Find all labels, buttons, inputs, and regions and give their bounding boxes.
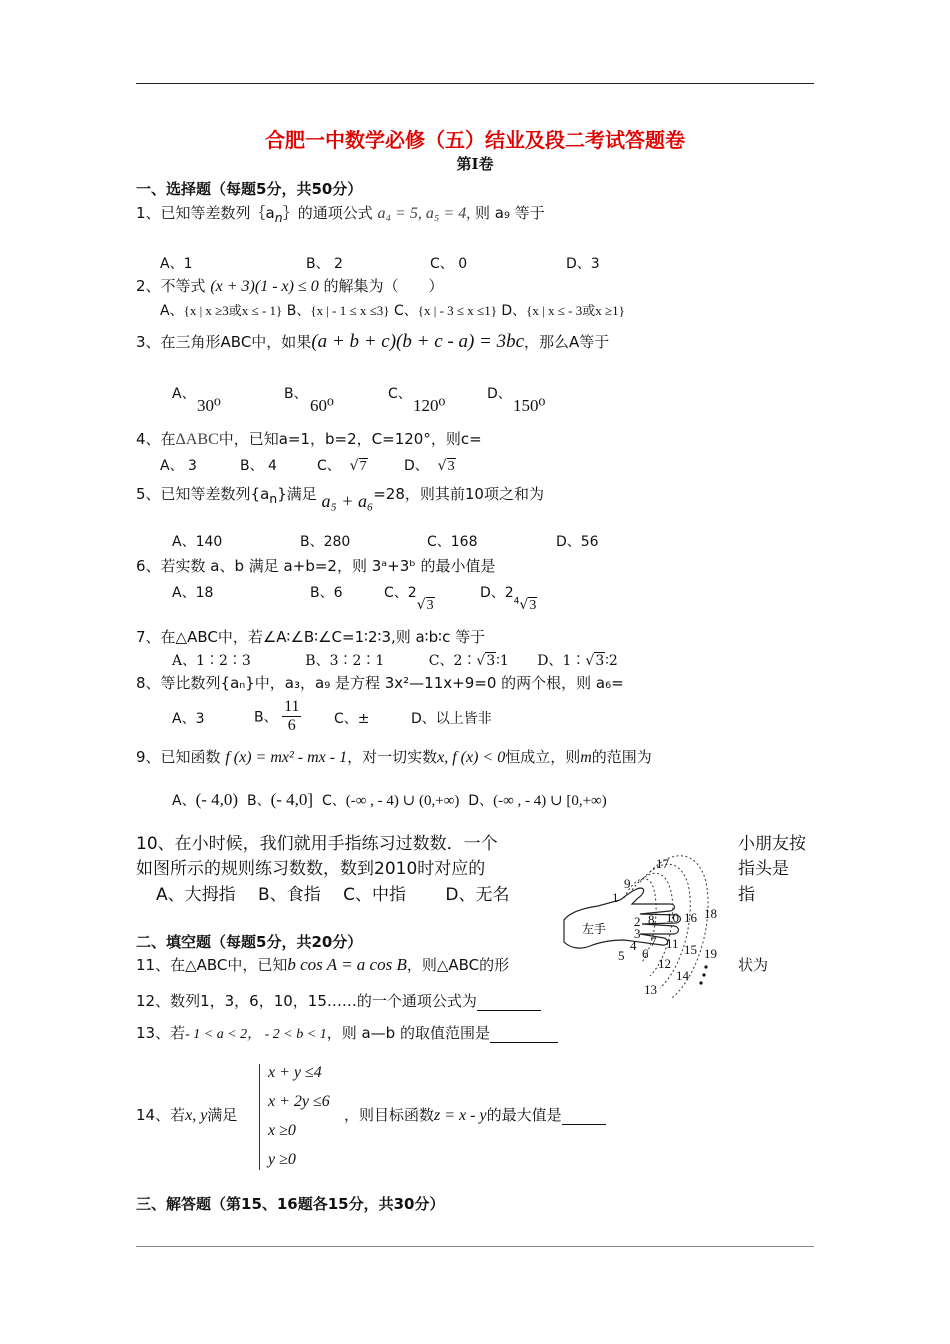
count-15: 15 (684, 942, 697, 957)
q3-option-d: 150⁰ (513, 396, 546, 415)
q3-option-a-label: A、 (172, 386, 196, 402)
question-3: 3、在三角形ABC中，如果(a + b + c)(b + c - a) = 3bc，那么A等于 (136, 331, 610, 352)
q9-formula: f (x) = mx² - mx - 1 (225, 749, 348, 766)
q1-option-a: A、1 (160, 256, 193, 272)
q4-option-b: B、 4 (240, 458, 277, 474)
q5-option-a: A、140 (172, 534, 223, 550)
section-fill: 二、填空题（每题5分，共20分） (136, 933, 363, 951)
count-3: 3 (634, 926, 641, 941)
q1-formula: a₄ = 5, a₅ = 4, (377, 205, 471, 222)
system-brace (259, 1064, 268, 1170)
count-13: 13 (644, 982, 657, 997)
q3-option-c: 120⁰ (413, 396, 446, 415)
count-9: 9 (624, 876, 631, 891)
question-8: 8、等比数列{aₙ}中，a₃，a₉ 是方程 3x²—11x+9=0 的两个根，则 a₆= (136, 674, 624, 692)
count-6: 6 (642, 946, 649, 961)
continuation-dots (699, 965, 707, 984)
constraint-1: x + y ≤4 (268, 1064, 322, 1081)
question-14-objective: ，则目标函数z = x - y的最大值是 (344, 1104, 606, 1125)
count-4: 4 (630, 938, 637, 953)
section-solve: 三、解答题（第15、16题各15分，共30分） (136, 1195, 445, 1213)
count-8: 8 (648, 912, 655, 927)
q1-option-b: B、 2 (306, 256, 343, 272)
q5-option-b: B、280 (300, 534, 351, 550)
q5-option-c: C、168 (427, 534, 478, 550)
top-rule (136, 83, 814, 84)
constraint-2: x + 2y ≤6 (268, 1093, 330, 1110)
q13-answer-blank[interactable] (490, 1024, 558, 1043)
q2-formula: (x + 3)(1 - x) ≤ 0 (210, 278, 319, 295)
question-6: 6、若实数 a、b 满足 a+b=2，则 3ᵃ+3ᵇ 的最小值是 (136, 557, 496, 575)
question-7: 7、在△ABC中，若∠A∶∠B∶∠C=1∶2∶3,则 a∶b∶c 等于 (136, 628, 486, 646)
count-19: 19 (704, 946, 717, 961)
q4-option-c: C、 √7 (317, 458, 367, 474)
q7-options: A、1∶2∶3 B、3∶2∶1 C、2∶√3∶1 D、1∶√3∶2 (172, 653, 618, 669)
q12-answer-blank[interactable] (477, 992, 541, 1011)
question-11: 11、在△ABC中，已知b cos A = a cos B，则△ABC的形 (136, 955, 510, 974)
count-10: 10 (666, 910, 679, 925)
q3-option-c-label: C、 (388, 386, 412, 402)
count-14: 14 (676, 968, 689, 983)
q6-option-d: D、$2^4√3$ (480, 585, 537, 613)
question-2: 2、不等式 (x + 3)(1 - x) ≤ 0 的解集为（ ） (136, 277, 444, 295)
bottom-rule (136, 1246, 814, 1247)
question-10-line3-right: 指 (738, 885, 755, 905)
question-4: 4、在ΔABC中，已知a=1，b=2，C=120°，则c= (136, 430, 482, 448)
count-2: 2 (634, 914, 641, 929)
constraint-3: x ≥0 (268, 1122, 296, 1139)
question-5: 5、已知等差数列$\{a_n\}$满足 a₅ + a₆=28，则其前10项之和为 (136, 485, 544, 511)
q1-option-c: C、 0 (430, 256, 468, 272)
question-10-line3: A、大拇指 B、食指 C、中指 D、无名 (156, 885, 510, 905)
q8-option-d: D、以上皆非 (411, 711, 492, 727)
section-choice: 一、选择题（每题5分，共50分） (136, 180, 363, 198)
count-5: 5 (618, 948, 625, 963)
constraint-4: y ≥0 (268, 1151, 296, 1168)
q3-option-a: 30⁰ (197, 396, 221, 415)
page-subtitle: 第Ⅰ卷 (456, 155, 494, 173)
count-7: 7 (650, 934, 657, 949)
q4-option-a: A、 3 (160, 458, 197, 474)
count-17: 17 (656, 856, 669, 871)
q4-option-d: D、 √3 (404, 458, 455, 474)
q6-option-c: C、2√3 (384, 585, 434, 613)
q3-option-b-label: B、 (284, 386, 308, 402)
q3-option-b: 60⁰ (310, 396, 334, 415)
q11-formula: b cos A = a cos B (287, 955, 407, 974)
q8-option-c: C、± (334, 711, 370, 727)
count-11: 11 (666, 936, 679, 951)
count-1: 1 (612, 890, 619, 905)
q6-option-a: A、18 (172, 585, 214, 601)
finger-counting-figure (560, 842, 730, 1002)
question-10-line2-right: 指头是 (738, 859, 789, 879)
question-13: 13、若- 1 < a < 2， - 2 < b < 1，则 a—b 的取值范围是 (136, 1022, 558, 1043)
question-9: 9、已知函数 f (x) = mx² - mx - 1，对一切实数x, f (x) < 0恒成立，则m的范围为 (136, 748, 652, 766)
q4-formula: ΔABC (175, 431, 219, 448)
q8-option-b: B、 $\frac{11}{6}$ (254, 698, 300, 734)
question-10-line2: 如图所示的规则练习数数，数到2010时对应的 (136, 859, 486, 879)
q6-option-b: B、6 (310, 585, 343, 601)
hand-outline (564, 888, 681, 948)
q3-option-d-label: D、 (487, 386, 512, 402)
question-14: 14、若x, y满足 (136, 1106, 238, 1124)
q5-option-d: D、56 (556, 534, 599, 550)
q1-option-d: D、3 (566, 256, 600, 272)
question-10-line1-right: 小朋友按 (738, 834, 806, 854)
q13-formula: - 1 < a < 2， - 2 < b < 1 (185, 1027, 327, 1042)
count-18: 18 (704, 906, 717, 921)
question-11-right: 状为 (738, 956, 769, 974)
count-12: 12 (658, 956, 671, 971)
q2-options: A、{x | x ≥3或x ≤ - 1} B、{x | - 1 ≤ x ≤3} C、{x | - 3 ≤ x ≤1} D、{x | x ≤ - 3或x ≥1} (160, 303, 625, 319)
page-title: 合肥一中数学必修（五）结业及段二考试答题卷 (265, 128, 685, 152)
count-16: 16 (684, 910, 697, 925)
q8-option-a: A、3 (172, 711, 205, 727)
question-10-line1: 10、在小时候，我们就用手指练习过数数．一个 (136, 834, 498, 854)
question-1: 1、已知等差数列$\{a_n\}$的通项公式 a₄ = 5, a₅ = 4, 则 a₉ 等于 (136, 204, 545, 225)
q14-answer-blank[interactable] (562, 1106, 606, 1125)
q9-options: A、(- 4,0) B、(- 4,0] C、(-∞ , - 4) ∪ (0,+∞) D、(-∞ , - 4) ∪ [0,+∞) (172, 790, 607, 809)
q3-formula: (a + b + c)(b + c - a) = 3bc (311, 331, 525, 352)
question-12: 12、数列1，3，6，10，15……的一个通项公式为 (136, 990, 541, 1011)
q5-formula: a₅ + a₆ (321, 491, 374, 511)
hand-label: 左手 (582, 922, 607, 936)
